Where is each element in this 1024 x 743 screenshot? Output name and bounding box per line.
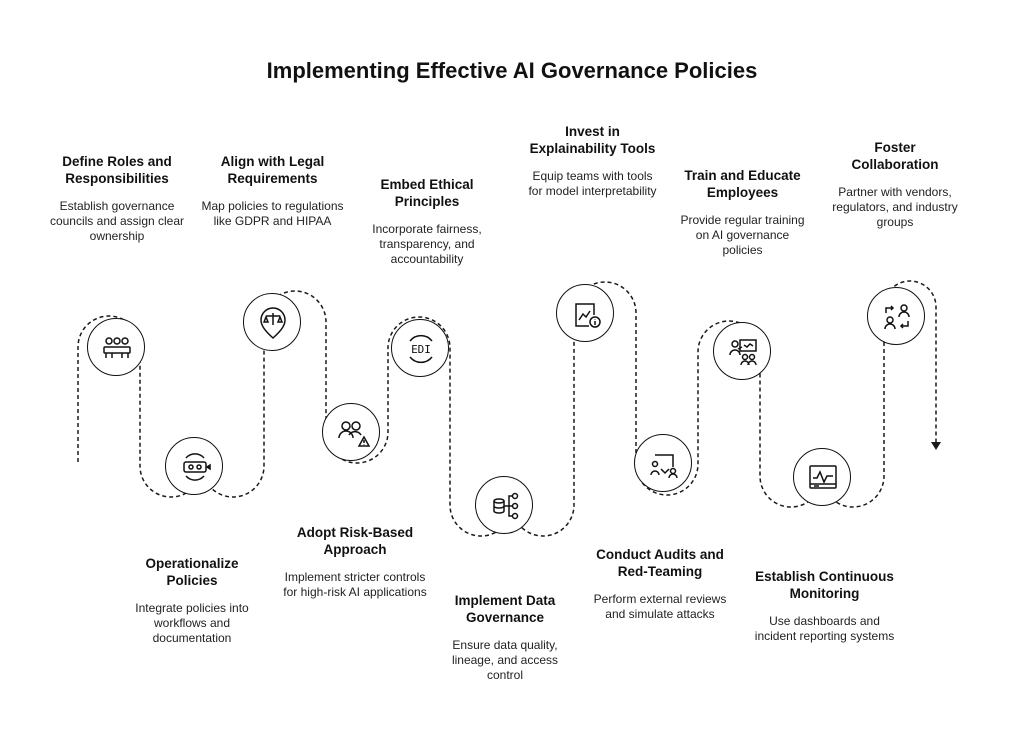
collaboration-exchange-icon (867, 287, 925, 345)
edi-icon (391, 319, 449, 377)
step-title: Embed Ethical Principles (380, 177, 474, 209)
step-description: Perform external reviews and simulate attacks (593, 592, 727, 621)
step-title: Establish Continuous Monitoring (755, 569, 894, 601)
step-title: Define Roles and Responsibilities (62, 154, 172, 186)
step-description: Implement stricter controls for high-risk AI applications (283, 570, 427, 599)
step-train-educate (680, 167, 805, 258)
step-embed-ethical (352, 176, 502, 267)
step-description: Integrate policies into workflows and documentation (135, 601, 249, 645)
legal-scale-icon (243, 293, 301, 351)
people-warning-icon (322, 403, 380, 461)
step-explainability-tools (525, 123, 660, 199)
step-audits-red-teaming (585, 546, 735, 622)
database-network-icon (475, 476, 533, 534)
step-description: Incorporate fairness, transparency, and accountability (372, 222, 482, 266)
path-end-arrow-icon (931, 442, 941, 450)
step-title: Align with Legal Requirements (220, 154, 325, 186)
step-description: Use dashboards and incident reporting systems (754, 614, 895, 643)
team-meeting-icon (87, 318, 145, 376)
step-title: Implement Data Governance (454, 593, 556, 625)
step-title: Foster Collaboration (851, 140, 939, 172)
step-description: Establish governance councils and assign clear ownership (49, 199, 185, 243)
chart-info-icon (556, 284, 614, 342)
step-description: Equip teams with tools for model interpretability (528, 169, 657, 198)
step-title: Conduct Audits and Red-Teaming (596, 547, 724, 579)
step-align-legal (200, 153, 345, 229)
svg-text:EDI: EDI (411, 343, 431, 356)
step-data-governance (435, 592, 575, 683)
step-title: Invest in Explainability Tools (529, 124, 656, 156)
step-operationalize-policies (122, 555, 262, 646)
step-description: Partner with vendors, regulators, and industry groups (832, 185, 958, 229)
training-presentation-icon (713, 322, 771, 380)
step-title: Adopt Risk-Based Approach (296, 525, 414, 557)
step-foster-collaboration (830, 139, 960, 230)
monitor-dashboard-icon (793, 448, 851, 506)
step-define-roles (47, 153, 187, 244)
step-continuous-monitoring (752, 568, 897, 644)
step-description: Map policies to regulations like GDPR and HIPAA (201, 199, 344, 228)
step-description: Provide regular training on AI governance policies (680, 213, 805, 257)
audit-team-icon (634, 434, 692, 492)
step-risk-based (280, 524, 430, 600)
step-description: Ensure data quality, lineage, and access control (451, 638, 559, 682)
diagram-title: Implementing Effective AI Governance Policies (266, 58, 758, 83)
workflow-cycle-icon (165, 437, 223, 495)
step-title: Train and Educate Employees (684, 168, 801, 200)
step-title: Operationalize Policies (145, 556, 239, 588)
